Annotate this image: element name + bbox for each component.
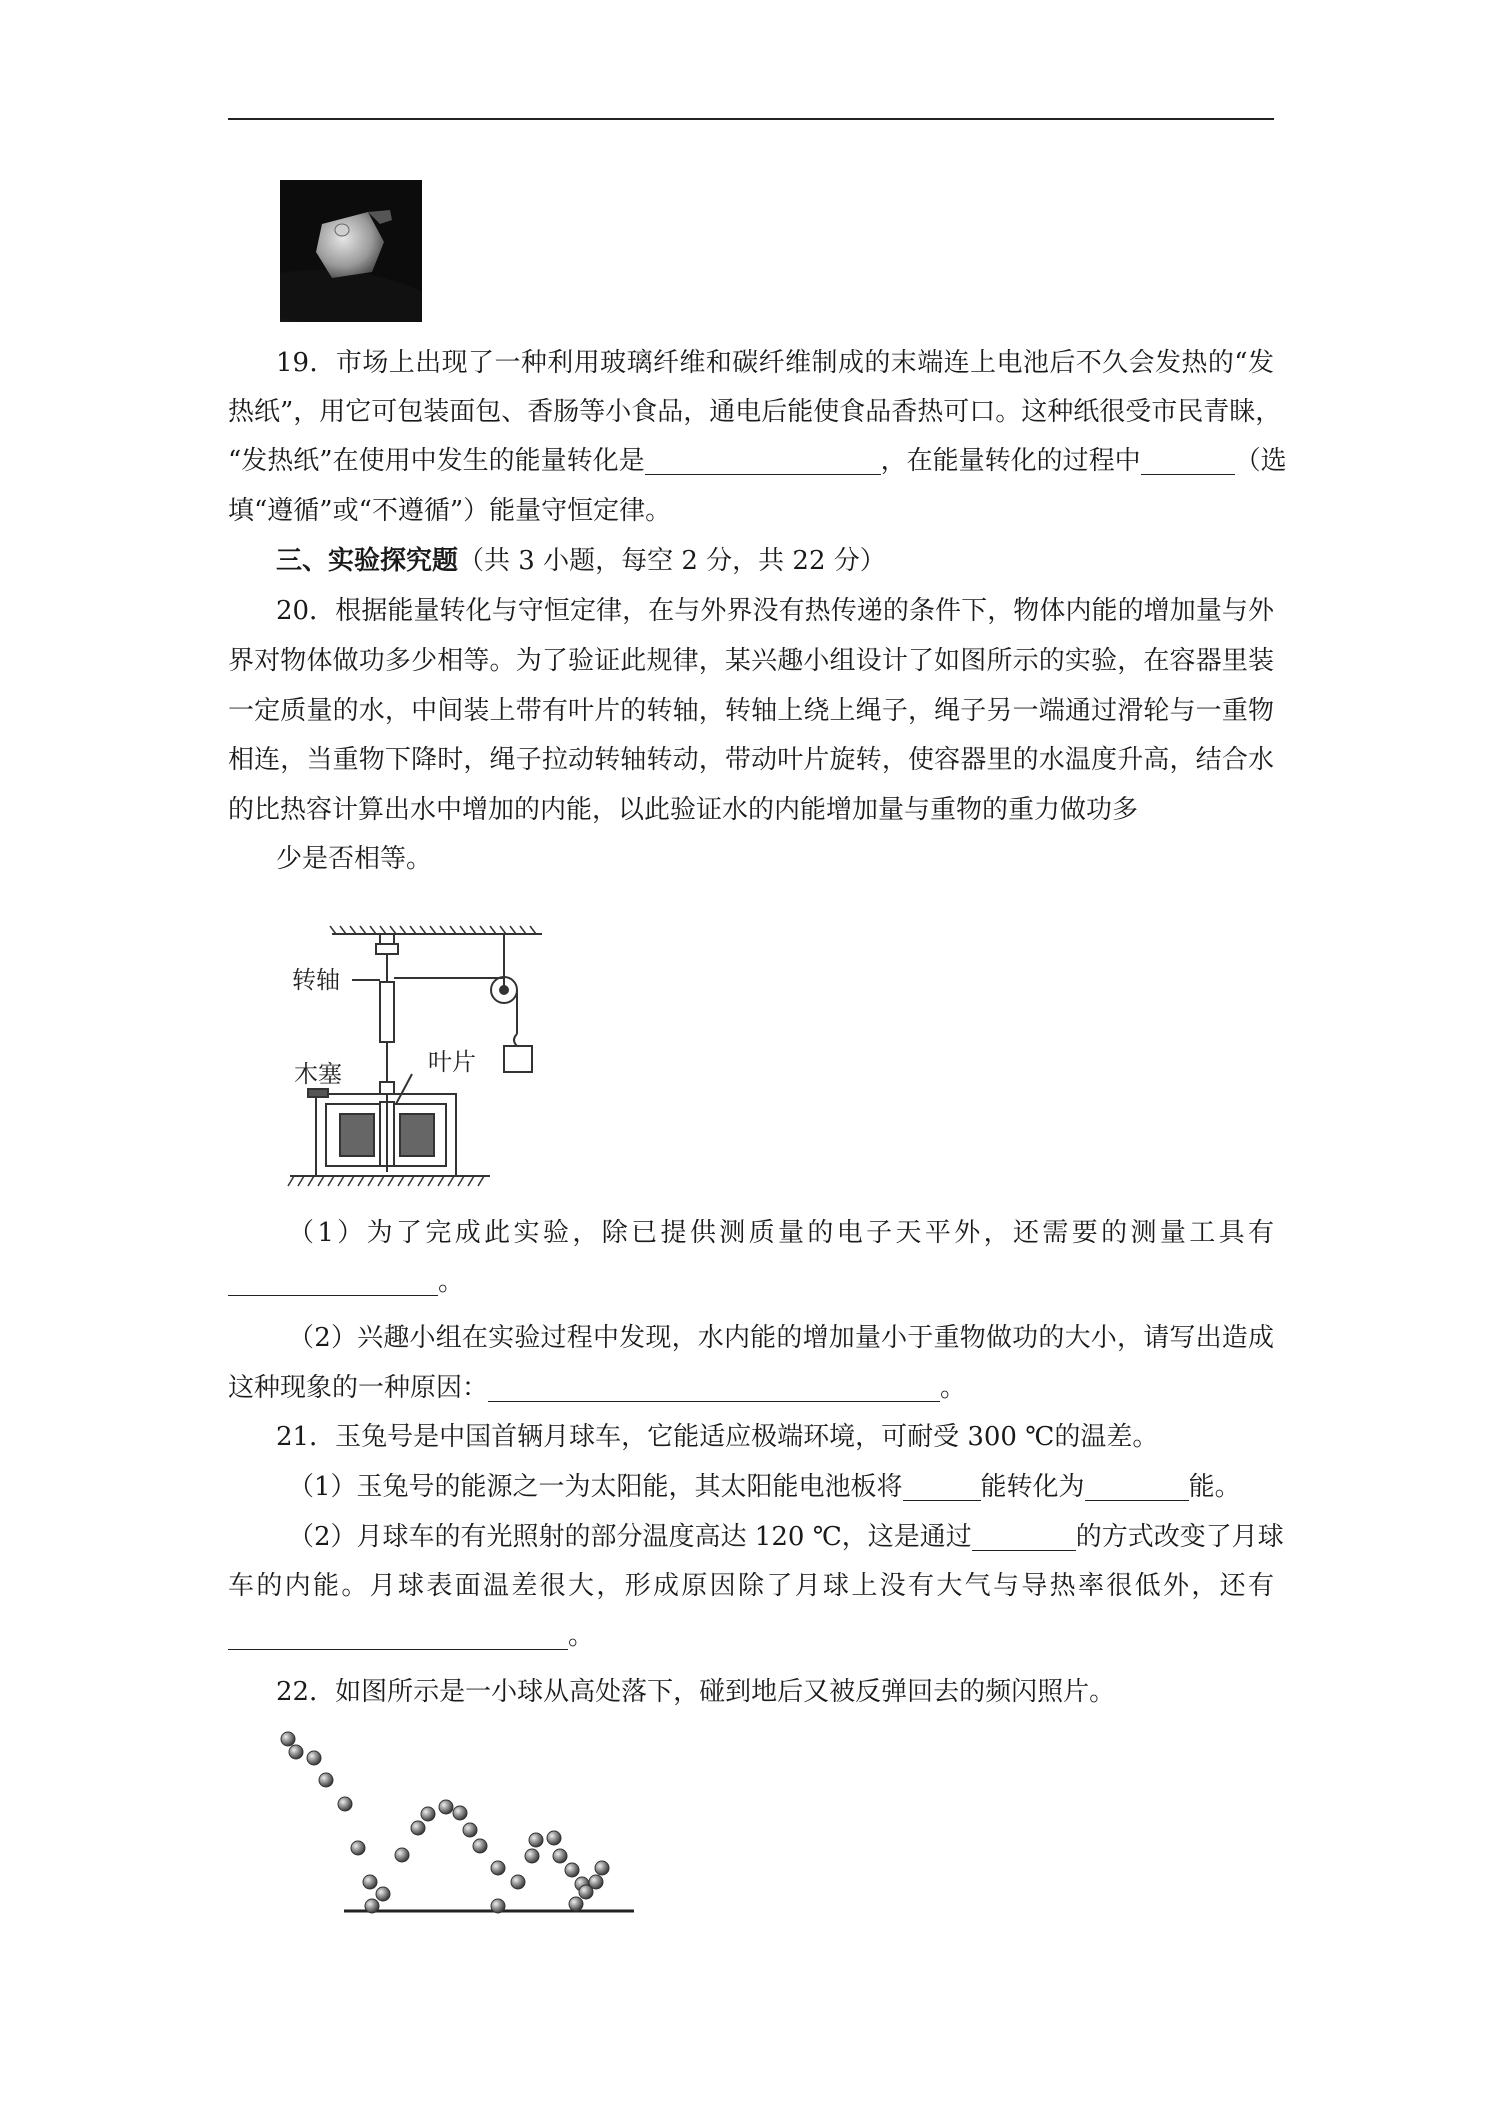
q21-p1-text-c: 能。 bbox=[1188, 1472, 1241, 1502]
q21-p1-blank-2[interactable] bbox=[1085, 1470, 1189, 1501]
label-axis: 转轴 bbox=[292, 966, 340, 994]
ball bbox=[589, 1875, 603, 1889]
q20-line-6: 少是否相等。 bbox=[276, 844, 433, 874]
ball bbox=[411, 1821, 425, 1835]
ball bbox=[281, 1732, 295, 1746]
q21-p1-text-a: （1）玉兔号的能源之一为太阳能，其太阳能电池板将 bbox=[288, 1472, 903, 1502]
q21-p2-text-a: （2）月球车的有光照射的部分温度高达 120 ℃，这是通过 bbox=[288, 1522, 972, 1552]
ball bbox=[553, 1849, 567, 1863]
ball bbox=[365, 1899, 379, 1913]
ball bbox=[439, 1800, 453, 1814]
ball bbox=[421, 1807, 435, 1821]
q20-line-4: 相连，当重物下降时，绳子拉动转轴转动，带动叶片旋转，使容器里的水温度升高，结合水 bbox=[228, 745, 1274, 775]
ball bbox=[491, 1861, 505, 1875]
q19-text-c: （选 bbox=[1234, 446, 1287, 476]
q20-p2-text: 这种现象的一种原因： bbox=[228, 1373, 489, 1403]
ball bbox=[525, 1849, 539, 1863]
q20-p2-end: 。 bbox=[940, 1373, 967, 1403]
q19-answer-blank-2[interactable] bbox=[1141, 444, 1235, 475]
ball bbox=[376, 1887, 390, 1901]
q21-line-1: 21．玉兔号是中国首辆月球车，它能适应极端环境，可耐受 300 ℃的温差。 bbox=[276, 1422, 1159, 1452]
q19-text-a: “发热纸”在使用中发生的能量转化是 bbox=[228, 446, 645, 476]
ball bbox=[395, 1848, 409, 1862]
q21-p2-blank-1[interactable] bbox=[972, 1520, 1076, 1551]
q21-p1 bbox=[288, 1467, 1274, 1507]
section-title: 三、实验探究题 bbox=[276, 546, 459, 576]
q20-line-3: 一定质量的水，中间装上带有叶片的转轴，转轴上绕上绳子，绳子另一端通过滑轮与一重物 bbox=[228, 696, 1274, 726]
q21-p2-line-1 bbox=[288, 1517, 1284, 1557]
ball bbox=[491, 1899, 505, 1913]
spacecraft-photo bbox=[280, 180, 422, 322]
q20-p1-line-1: （1）为了完成此实验，除已提供测质量的电子天平外，还需要的测量工具有 bbox=[288, 1218, 1274, 1248]
ball bbox=[351, 1841, 365, 1855]
ball bbox=[511, 1875, 525, 1889]
q19-line-3 bbox=[228, 441, 1287, 481]
section-note: （共 3 小题，每空 2 分，共 22 分） bbox=[458, 546, 886, 576]
ball bbox=[363, 1875, 377, 1889]
q19-answer-blank-1[interactable] bbox=[645, 444, 881, 475]
ball bbox=[319, 1773, 333, 1787]
bouncing-ball-figure bbox=[270, 1722, 640, 1922]
q20-p1-line-2 bbox=[228, 1262, 1274, 1302]
q20-p2-line-1: （2）兴趣小组在实验过程中发现，水内能的增加量小于重物做功的大小，请写出造成 bbox=[288, 1323, 1274, 1353]
label-blade: 叶片 bbox=[428, 1048, 476, 1076]
q21-p2-end: 。 bbox=[568, 1621, 595, 1651]
ball bbox=[463, 1823, 477, 1837]
label-cork: 木塞 bbox=[294, 1060, 342, 1088]
ball bbox=[547, 1831, 561, 1845]
apparatus-figure bbox=[280, 924, 542, 1194]
q21-p1-text-b: 能转化为 bbox=[980, 1472, 1085, 1502]
ball bbox=[565, 1863, 579, 1877]
ball bbox=[289, 1745, 303, 1759]
q20-p1-answer-blank[interactable] bbox=[228, 1265, 438, 1296]
q20-p1-end: 。 bbox=[438, 1267, 465, 1297]
header-rule bbox=[228, 118, 1274, 120]
ball bbox=[338, 1797, 352, 1811]
ball bbox=[307, 1751, 321, 1765]
q21-p2-text-b: 的方式改变了月球 bbox=[1075, 1522, 1284, 1552]
q21-p1-blank-1[interactable] bbox=[903, 1470, 981, 1501]
q19-line-1: 19．市场上出现了一种利用玻璃纤维和碳纤维制成的末端连上电池后不久会发热的“发 bbox=[276, 348, 1274, 378]
q20-p2-answer-blank[interactable] bbox=[488, 1371, 940, 1402]
ball bbox=[473, 1839, 487, 1853]
ball bbox=[569, 1897, 583, 1911]
q21-p2-line-3 bbox=[228, 1616, 1274, 1656]
q22-line-1: 22．如图所示是一小球从高处落下，碰到地后又被反弹回去的频闪照片。 bbox=[276, 1677, 1116, 1707]
ball bbox=[529, 1833, 543, 1847]
q20-p2-line-2 bbox=[228, 1368, 1274, 1408]
q21-p2-blank-2[interactable] bbox=[228, 1619, 568, 1650]
ball bbox=[595, 1861, 609, 1875]
q19-text-b: ，在能量转化的过程中 bbox=[880, 446, 1141, 476]
section-heading bbox=[276, 541, 1274, 581]
q21-p2-line-2: 车的内能。月球表面温差很大，形成原因除了月球上没有大气与导热率很低外，还有 bbox=[228, 1571, 1274, 1601]
q20-line-1: 20．根据能量转化与守恒定律，在与外界没有热传递的条件下，物体内能的增加量与外 bbox=[276, 596, 1274, 626]
q19-line-4: 填“遵循”或“不遵循”）能量守恒定律。 bbox=[228, 496, 672, 526]
ball bbox=[453, 1806, 467, 1820]
q19-line-2: 热纸”，用它可包装面包、香肠等小食品，通电后能使食品香热可口。这种纸很受市民青睐， bbox=[228, 397, 1282, 427]
q20-line-2: 界对物体做功多少相等。为了验证此规律，某兴趣小组设计了如图所示的实验，在容器里装 bbox=[228, 646, 1274, 676]
q20-line-5: 的比热容计算出水中增加的内能，以此验证水的内能增加量与重物的重力做功多 bbox=[228, 795, 1139, 825]
